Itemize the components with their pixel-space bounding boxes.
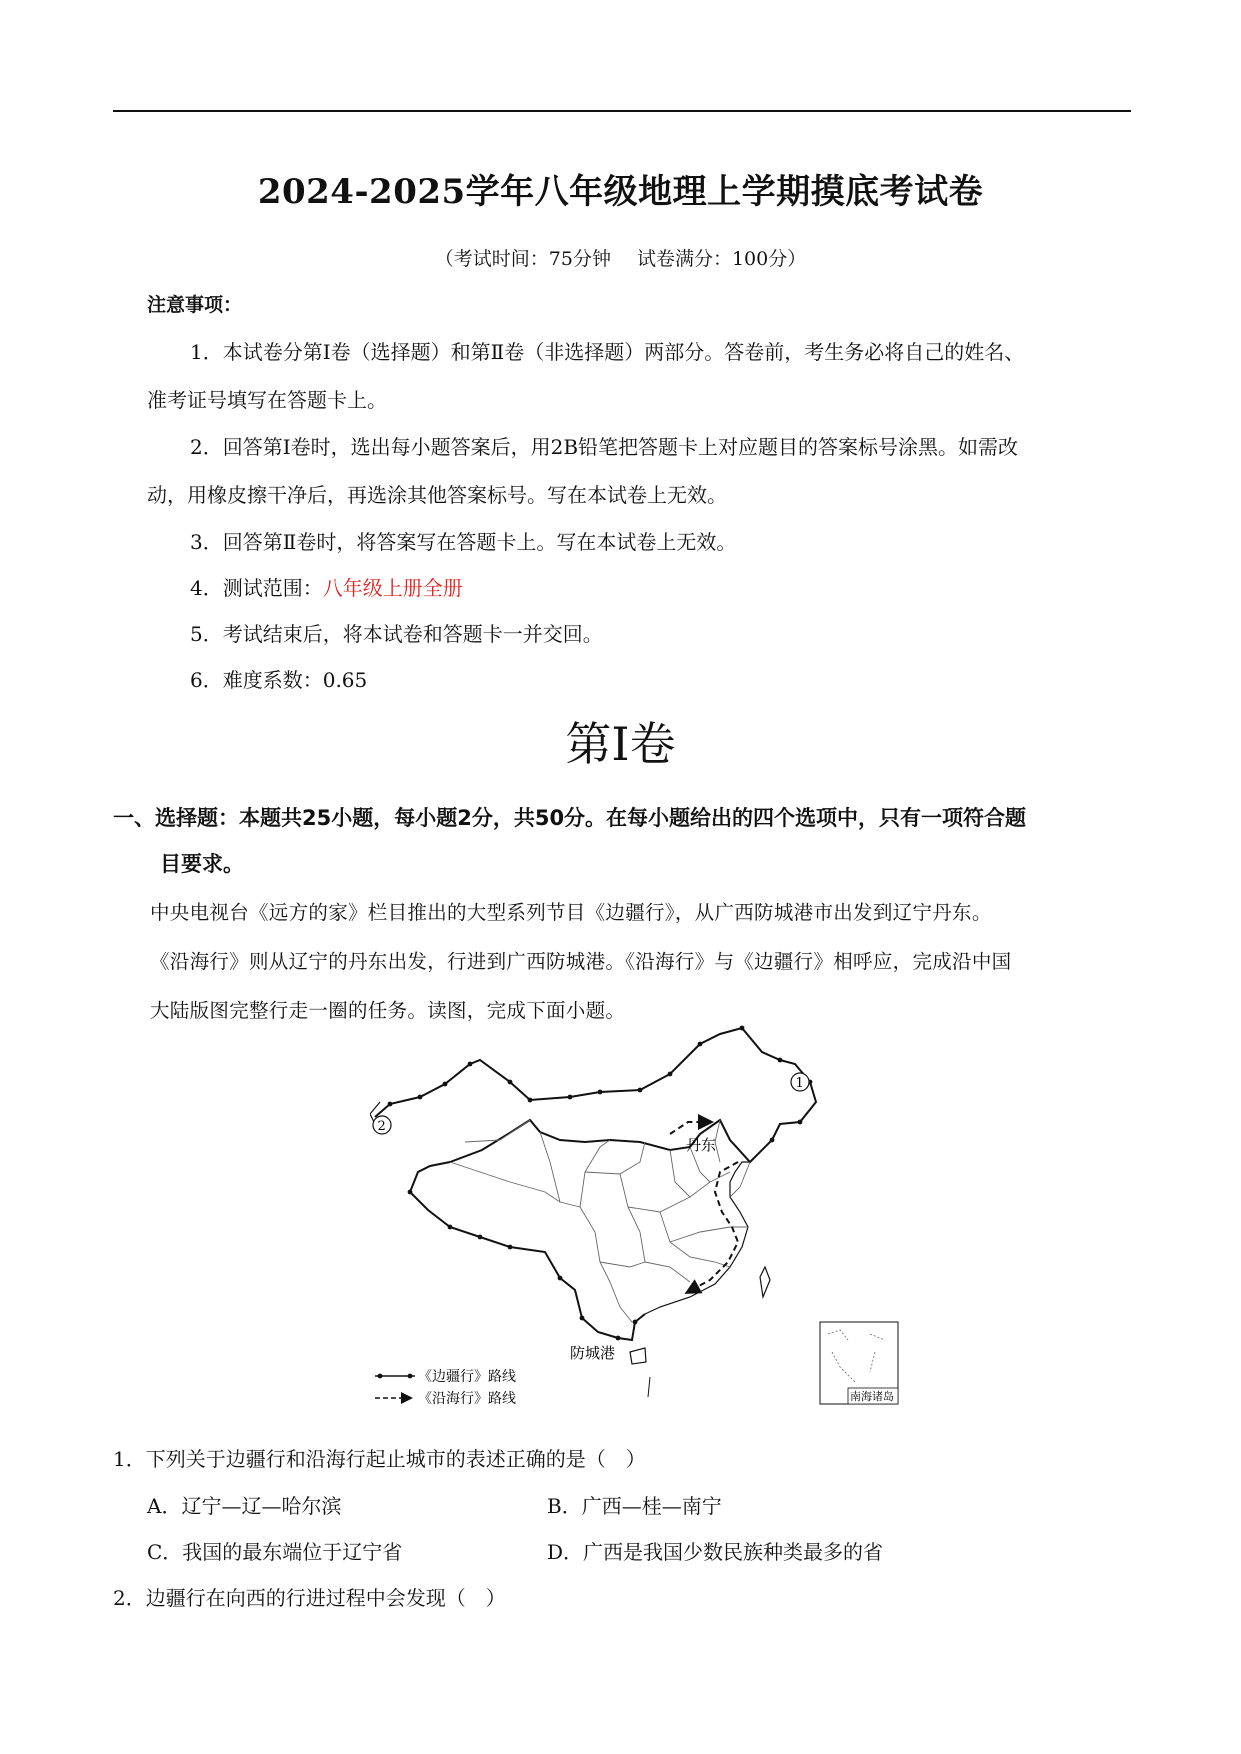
test-scope: 八年级上册全册 [322, 576, 463, 600]
notice-item-3: 3．回答第Ⅱ卷时，将答案写在答题卡上。写在本试卷上无效。 [190, 530, 737, 554]
hainan-island [630, 1348, 646, 1364]
taiwan-island [760, 1267, 770, 1297]
sea-border-line [648, 1377, 650, 1397]
marker-1-label: 1 [795, 1076, 804, 1091]
notice-item-4 [190, 572, 463, 601]
q1-option-b[interactable]: B．广西—桂—南宁 [547, 1494, 722, 1518]
legend-border-label: 《边疆行》路线 [418, 1369, 516, 1385]
inset-label: 南海诸岛 [850, 1390, 894, 1403]
label-dandong: 丹东 [686, 1136, 717, 1154]
section-heading-line-2: 目要求。 [160, 852, 244, 876]
full-score: 试卷满分：100分） [636, 248, 807, 270]
notice-item-1-line-1: 1．本试卷分第Ⅰ卷（选择题）和第Ⅱ卷（非选择题）两部分。答卷前，考生务必将自己的姓名、 [190, 340, 1025, 364]
south-china-sea-inset [820, 1322, 898, 1404]
label-fangchenggang: 防城港 [570, 1344, 616, 1362]
lead-paragraph-line-1: 中央电视台《远方的家》栏目推出的大型系列节目《边疆行》，从广西防城港市出发到辽宁丹东。 [150, 901, 992, 924]
header-rule [113, 110, 1131, 112]
notice-item-5: 5．考试结束后，将本试卷和答题卡一并交回。 [190, 622, 603, 646]
map-legend [375, 1368, 516, 1407]
notice-item-4-prefix: 4．测试范围： [190, 576, 323, 600]
marker-2-label: 2 [377, 1119, 386, 1134]
exam-time: （考试时间：75分钟 [434, 248, 611, 270]
lead-paragraph-line-3: 大陆版图完整行走一圈的任务。读图，完成下面小题。 [150, 999, 626, 1022]
question-1: 1．下列关于边疆行和沿海行起止城市的表述正确的是（ ） [113, 1447, 646, 1471]
notice-item-2-line-2: 动，用橡皮擦干净后，再选涂其他答案标号。写在本试卷上无效。 [147, 483, 727, 507]
section-heading-line-1: 一、选择题：本题共25小题，每小题2分，共50分。在每小题给出的四个选项中，只有一项符合题 [113, 806, 1027, 830]
border-route-line [375, 1028, 816, 1340]
legend-coast-label: 《沿海行》路线 [418, 1391, 516, 1407]
question-2: 2．边疆行在向西的行进过程中会发现（ ） [113, 1586, 506, 1610]
q1-option-c[interactable]: C．我国的最东端位于辽宁省 [147, 1540, 403, 1564]
q1-option-a[interactable]: A．辽宁—辽—哈尔滨 [147, 1494, 342, 1518]
china-route-map [370, 1022, 910, 1407]
volume-title: 第Ⅰ卷 [565, 717, 676, 771]
notice-heading: 注意事项： [147, 294, 243, 316]
notice-item-1-line-2: 准考证号填写在答题卡上。 [147, 388, 387, 412]
notice-item-6: 6．难度系数：0.65 [190, 668, 368, 692]
lead-paragraph-line-2: 《沿海行》则从辽宁的丹东出发，行进到广西防城港。《沿海行》与《边疆行》相呼应，完成沿中国 [150, 950, 1012, 973]
notice-item-2-line-1: 2．回答第Ⅰ卷时，选出每小题答案后，用2B铅笔把答题卡上对应题目的答案标号涂黑。如需改 [190, 435, 1019, 459]
exam-subtitle [0, 244, 1241, 271]
border-route-dots [388, 1026, 813, 1341]
q1-option-d[interactable]: D．广西是我国少数民族种类最多的省 [547, 1540, 884, 1564]
exam-title: 2024-2025学年八年级地理上学期摸底考试卷 [257, 172, 984, 212]
